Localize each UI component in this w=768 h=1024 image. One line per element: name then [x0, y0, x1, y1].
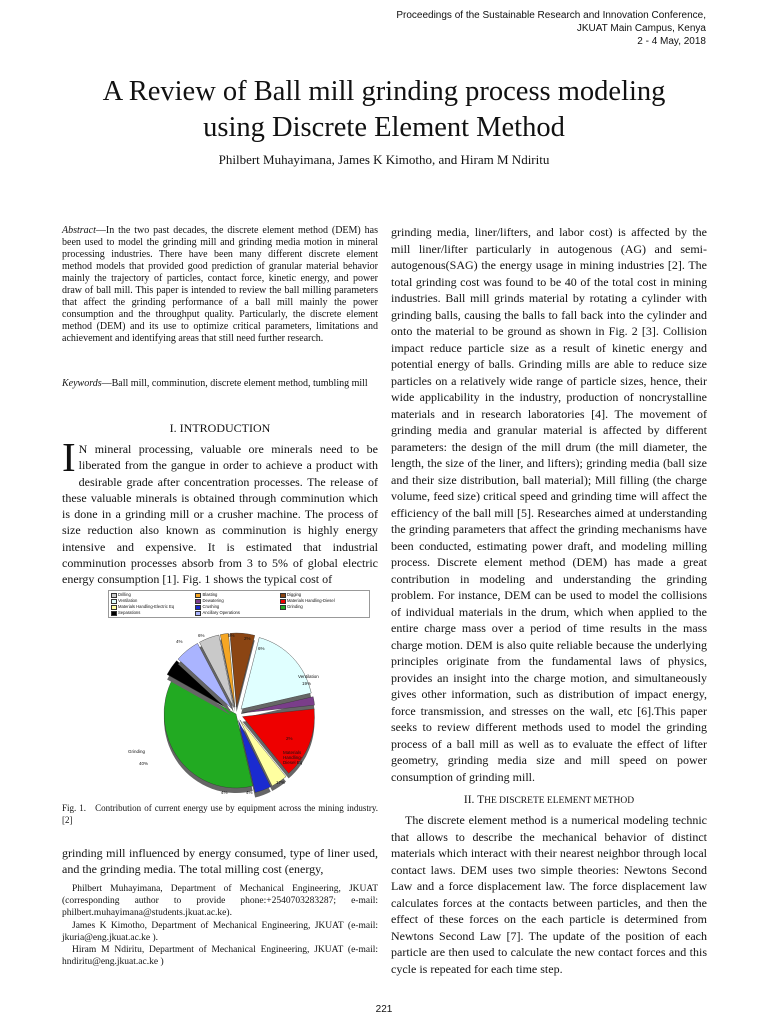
- footnote-author-3: Hiram M Ndiritu, Department of Mechanical Engineering, JKUAT (e-mail: hndiritu@eng.jkuat.ac.ke ): [62, 945, 378, 968]
- section-heading-introduction: I. INTRODUCTION: [169, 421, 271, 435]
- right-column-body: grinding media, liner/lifters, and labor cost) is affected by the mill liner/lifter particularly in autogenous (AG) and semi-autogenous(SAG) the energy usage in mining industries [2]. The total grinding cost was found to be 40 of the total cost in mining industries. Ball mill grinds material by rotating a cylinder with grinding balls, causing the balls to fall back into the cylinder and onto the material to be ground as shown in Fig. 2 [3]. Collision impact reduce particle size as a result of kinetic energy and potential energy of balls. Grinding mills are able to reduce size particles on a relatively wide range of particle sizes, hence, their wide applicability in the industry, production of noncrystalline materials and in research laboratories [4]. The movement of grinding media and granular material is affected by different parameters: the design of the mill drum (the mill diameter, the length, the size of the liner, and lifters); grinding media (ball size and their size distribution, ball material); Mill filling (the charge volume, feed size) critical speed and grinding time will affect the efficiency of the ball mill [5]. Researches aimed at understanding the grinding parameters that affect the grinding mechanisms have been conducted, estimating power draft, and modeling milling process. Discrete element method (DEM) has made a great contribution in modeling and understanding the grinding problem. For instance, DEM can be used to model the collisions of individual materials in the drum, which when applied to the entire charge mass over a period of time results in the mass charge motion. DEM is also quite reliable because the underlying principles originate from the fundamental laws of physics, provides an insight into the charge motion, and simultaneously gives other information, such as distribution of impact energy, force transmission, and stresses on the wall, etc [6].This paper seeks to review different methods used to model the grinding process of a ball mill as well as to evaluate the effect of lifter geometry, grinding media size and mill speed on power consumption of grinding mill.: [391, 225, 707, 784]
- legend-label: Separations: [118, 610, 141, 615]
- legend-swatch: [195, 593, 201, 598]
- label-ventilation: Ventilation: [298, 674, 319, 679]
- keywords-text: —Ball mill, comminution, discrete element method, tumbling mill: [101, 378, 368, 389]
- figure-1: [108, 590, 370, 798]
- conference-name: Proceedings of the Sustainable Research and Innovation Conference,: [396, 10, 706, 21]
- legend-swatch: [111, 593, 117, 598]
- legend-swatch: [195, 599, 201, 604]
- conference-dates: 2 - 4 May, 2018: [637, 36, 706, 47]
- pct-label-crushing: 4%: [221, 790, 228, 795]
- legend-swatch: [280, 605, 286, 610]
- pct-label-grinding: 40%: [139, 761, 149, 766]
- legend-item: [111, 610, 195, 616]
- legend-label: Ancillary Operations: [202, 610, 240, 615]
- legend-label: Digging: [286, 592, 302, 597]
- legend-swatch: [111, 599, 117, 604]
- legend-label: Ventilation: [118, 598, 138, 603]
- legend-swatch: [111, 605, 117, 610]
- abstract-text: —In the two past decades, the discrete element method (DEM) has been used to model the grinding mill and grinding media motion in mineral processing industries. There have been many different discrete element method models that provided good prediction of granular material behavior mainly the trajectory of particles, contact force, kinetic energy, and power draw of ball mill. This paper is intended to review the ball milling parameters that affect the grinding performance of a ball mill mainly the power consumption and the throughput quality. Particularly, the discrete element method (DEM) and its use to optimize critical parameters, limitations and achievement and identifying areas that still need further research.: [62, 225, 378, 344]
- pct-label-materials-diesel: 17%: [276, 780, 286, 785]
- legend-swatch: [111, 611, 117, 616]
- drop-cap: I: [62, 434, 76, 480]
- label-grinding: Grinding: [128, 749, 146, 754]
- legend-item: [280, 610, 364, 616]
- legend-label: Dewatering: [202, 598, 224, 603]
- conference-header: [306, 9, 706, 48]
- keywords: [62, 378, 378, 390]
- pct-label-ventilation: 19%: [302, 681, 312, 686]
- paper-title: [0, 74, 768, 146]
- pct-label-electric: 4%: [246, 790, 253, 795]
- legend-label: Drilling: [118, 592, 131, 597]
- pct-label-digging: 6%: [258, 646, 265, 651]
- pie-chart: [108, 622, 370, 798]
- caption-text: Contribution of current energy use by equipment across the mining industry. [2]: [62, 803, 378, 825]
- section-heading-dem: [391, 794, 707, 806]
- chart-legend: [108, 590, 370, 618]
- section2-rest: HE DISCRETE ELEMENT METHOD: [484, 796, 635, 806]
- legend-item: [195, 610, 279, 616]
- label-mh-line3: Diesel Eq: [283, 760, 303, 765]
- legend-label: Blasting: [202, 592, 218, 597]
- introduction-body: N mineral processing, valuable ore minerals need to be liberated from the gangue in order to achieve a product with desirable grade after concentration processes. The release of these valuable minerals is obtained through comminution which is done in a grinding mill or a crusher machine. The process of size reduction also known as comminution is highly energy intensive and expensive. It is estimated that industrial comminution processes absorb from 3 to 5% of global electric energy consumption [1]. Fig. 1 shows the typical cost of: [62, 442, 378, 587]
- legend-swatch: [280, 599, 286, 604]
- footnote-author-1: Philbert Muhayimana, Department of Mechanical Engineering, JKUAT (corresponding author to provide phone:+2540703283287; e-mail: philbert.muhayimana@students.jkuat.ac.ke).: [62, 884, 378, 919]
- author-footnotes: [62, 883, 378, 968]
- label-mh-line1: Materials: [283, 750, 302, 755]
- pct-label-ancillary: 6%: [198, 633, 205, 638]
- dem-section-text: The discrete element method is a numerical modeling technic that allows to describe the mechanical behavior of distinct materials which interact with their nearest neighbor through local contact laws. DEM uses two simple theories: Newtons Second Law and a force displacement law. The force displacement law calculates forces at the contacts between particles, and then the effect of these forces on the each particle is determined from Newtons Second Law [7]. The update of the position of each particle are then used to calculate the new contact forces and this cycle is repeated for each time step.: [391, 813, 707, 976]
- pct-label-drilling: 5%: [228, 633, 235, 638]
- footnote-author-2: James K Kimotho, Department of Mechanical Engineering, JKUAT (e-mail: jkuria@eng.jkuat.ac.ke ).: [62, 920, 378, 943]
- pct-label-blasting: 2%: [244, 636, 251, 641]
- legend-label: Grinding: [286, 604, 303, 609]
- caption-label: Fig. 1.: [62, 803, 87, 813]
- authors: Philbert Muhayimana, James K Kimotho, and Hiram M Ndiritu: [218, 152, 550, 167]
- conference-venue: JKUAT Main Campus, Kenya: [576, 23, 706, 34]
- abstract: [62, 225, 378, 345]
- legend-label: Materials Handling-Diesel: [286, 598, 335, 603]
- abstract-label: Abstract: [62, 225, 96, 236]
- section2-prefix: II. T: [463, 794, 485, 806]
- legend-row: [111, 610, 367, 616]
- legend-swatch: [195, 605, 201, 610]
- left-column-continued: grinding mill influenced by energy consumed, type of liner used, and the grinding media. The total milling cost (energy,: [62, 846, 378, 877]
- legend-swatch: [280, 593, 286, 598]
- figure-caption: [62, 803, 378, 826]
- legend-label: Crushing: [202, 604, 220, 609]
- legend-label: Materials Handling-Electric Eq: [118, 604, 175, 609]
- keywords-label: Keywords: [62, 378, 102, 389]
- title-line-1: A Review of Ball mill grinding process modeling: [102, 76, 666, 107]
- page-number: 221: [375, 1004, 393, 1015]
- pct-label-dewatering: 2%: [286, 736, 293, 741]
- label-mh-line2: Handling-: [283, 755, 303, 760]
- pct-label-separations: 4%: [176, 639, 183, 644]
- title-line-2: using Discrete Element Method: [203, 112, 565, 143]
- legend-swatch: [195, 611, 201, 616]
- introduction-text: [62, 434, 378, 588]
